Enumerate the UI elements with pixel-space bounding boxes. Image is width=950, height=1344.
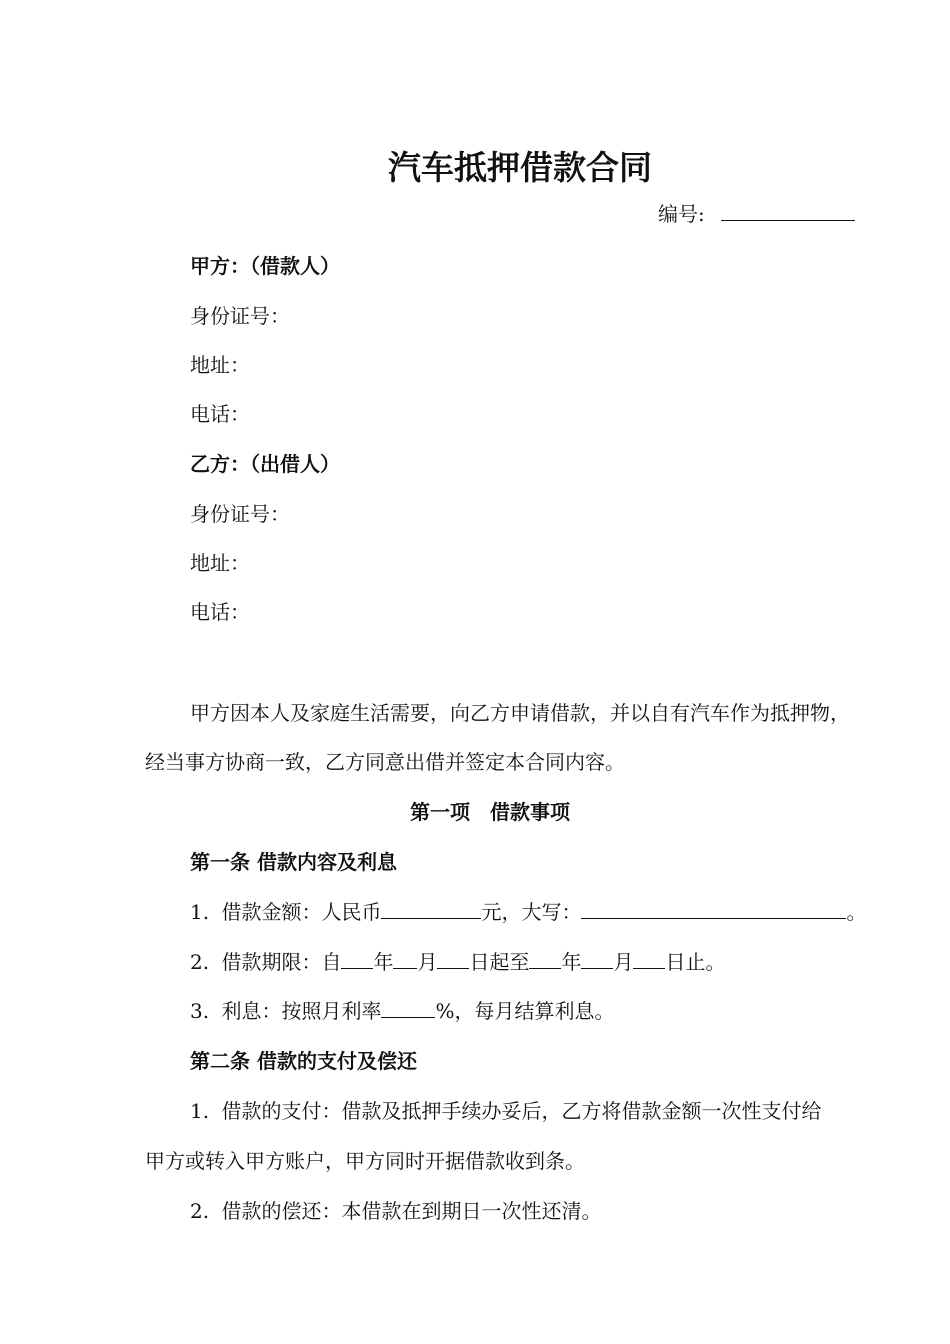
- party-a-heading: 甲方：（借款人）: [190, 254, 340, 278]
- end-day-blank[interactable]: [633, 948, 665, 969]
- party-b-id-label: 身份证号：: [190, 502, 290, 526]
- month-label: 月: [417, 950, 438, 974]
- interest-settlement-text: %，每月结算利息。: [435, 999, 615, 1023]
- item-number: 1.: [190, 1099, 210, 1123]
- day-start-to-label: 日起至: [469, 950, 530, 974]
- number-blank[interactable]: [721, 200, 855, 221]
- start-month-blank[interactable]: [393, 948, 417, 969]
- period-mark: 。: [846, 900, 867, 924]
- preamble-line-2: 经当事方协商一致，乙方同意出借并签定本合同内容。: [145, 750, 625, 774]
- party-a-id-label: 身份证号：: [190, 304, 290, 328]
- article-1-item-1: [190, 898, 866, 926]
- start-year-blank[interactable]: [341, 948, 373, 969]
- article-2-item-2: [190, 1197, 601, 1225]
- party-a-address-label: 地址：: [190, 353, 250, 377]
- party-b-heading: 乙方：（出借人）: [190, 452, 340, 476]
- article-1-item-2: [190, 948, 725, 976]
- party-b-phone-label: 电话：: [190, 600, 250, 624]
- party-b-address-label: 地址：: [190, 551, 250, 575]
- interest-label: 利息：按照月利率: [221, 999, 382, 1023]
- year-label: 年: [561, 950, 582, 974]
- loan-amount-capital-label: 元，大写：: [481, 900, 582, 924]
- month-label: 月: [613, 950, 634, 974]
- item-number: 2.: [190, 1199, 210, 1223]
- repayment-text: 借款的偿还：本借款在到期日一次性还清。: [221, 1199, 602, 1223]
- loan-amount-capital-blank[interactable]: [581, 898, 846, 919]
- article-1-item-3: [190, 997, 614, 1025]
- article-2-heading: 第二条 借款的支付及偿还: [190, 1049, 417, 1073]
- article-2-item-1-line-2: 甲方或转入甲方账户，甲方同时开据借款收到条。: [145, 1149, 585, 1173]
- interest-rate-blank[interactable]: [381, 997, 435, 1018]
- end-year-blank[interactable]: [529, 948, 561, 969]
- article-2-item-1-line-1: [190, 1097, 821, 1125]
- item-number: 3.: [190, 999, 210, 1023]
- party-a-phone-label: 电话：: [190, 402, 250, 426]
- contract-title: 汽车抵押借款合同: [388, 148, 652, 187]
- contract-number: [658, 200, 855, 228]
- section-1-heading: 第一项 借款事项: [410, 800, 570, 824]
- preamble-line-1: 甲方因本人及家庭生活需要，向乙方申请借款，并以自有汽车作为抵押物，: [190, 701, 850, 725]
- end-month-blank[interactable]: [581, 948, 613, 969]
- number-label: 编号:: [658, 202, 705, 226]
- payment-text: 借款的支付：借款及抵押手续办妥后，乙方将借款金额一次性支付给: [221, 1099, 822, 1123]
- article-1-heading: 第一条 借款内容及利息: [190, 850, 397, 874]
- day-end-label: 日止。: [665, 950, 726, 974]
- year-label: 年: [373, 950, 394, 974]
- loan-amount-blank[interactable]: [381, 898, 481, 919]
- item-number: 1.: [190, 900, 210, 924]
- start-day-blank[interactable]: [437, 948, 469, 969]
- loan-term-label: 借款期限：自: [221, 950, 342, 974]
- loan-amount-label: 借款金额：人民币: [221, 900, 382, 924]
- item-number: 2.: [190, 950, 210, 974]
